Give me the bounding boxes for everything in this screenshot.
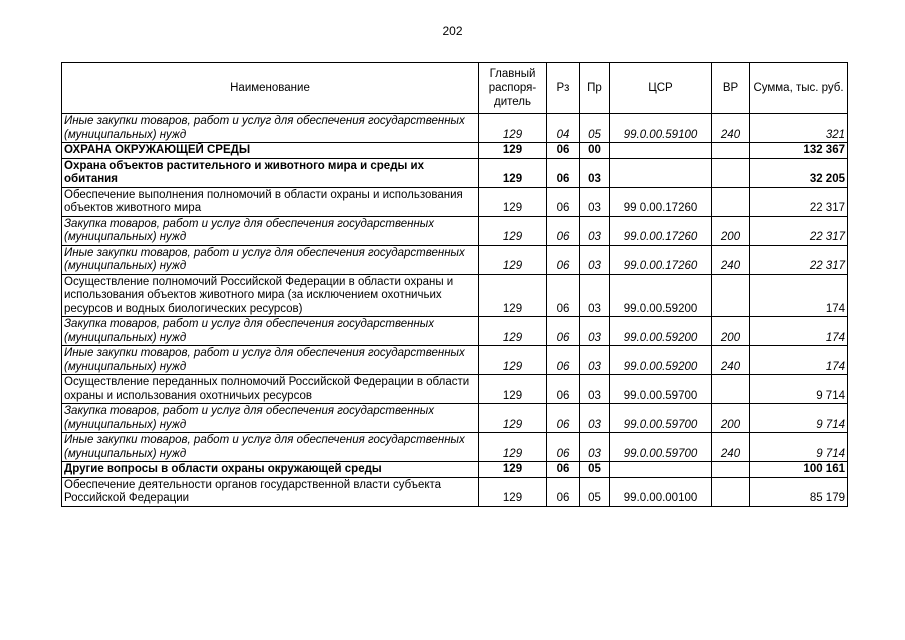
cell-grbs: 129 xyxy=(479,114,547,143)
cell-rz: 06 xyxy=(547,158,580,187)
cell-rz: 06 xyxy=(547,404,580,433)
header-rz: Рз xyxy=(547,63,580,114)
cell-grbs: 129 xyxy=(479,245,547,274)
cell-pr: 03 xyxy=(580,187,610,216)
cell-rz: 06 xyxy=(547,375,580,404)
cell-pr: 03 xyxy=(580,158,610,187)
header-name: Наименование xyxy=(62,63,479,114)
cell-vr: 240 xyxy=(712,346,750,375)
cell-csr xyxy=(610,462,712,478)
cell-rz: 06 xyxy=(547,462,580,478)
cell-vr xyxy=(712,158,750,187)
table-row xyxy=(62,114,848,143)
cell-rz: 06 xyxy=(547,346,580,375)
cell-vr xyxy=(712,375,750,404)
cell-sum: 22 317 xyxy=(750,245,848,274)
cell-pr: 03 xyxy=(580,433,610,462)
cell-csr xyxy=(610,143,712,159)
header-pr: Пр xyxy=(580,63,610,114)
cell-sum: 32 205 xyxy=(750,158,848,187)
cell-grbs: 129 xyxy=(479,274,547,317)
cell-grbs: 129 xyxy=(479,143,547,159)
cell-csr: 99.0.00.17260 xyxy=(610,245,712,274)
cell-csr: 99.0.00.59700 xyxy=(610,375,712,404)
cell-vr: 200 xyxy=(712,404,750,433)
cell-sum: 22 317 xyxy=(750,216,848,245)
cell-name: ОХРАНА ОКРУЖАЮЩЕЙ СРЕДЫ xyxy=(62,143,479,159)
cell-rz: 06 xyxy=(547,433,580,462)
cell-sum: 9 714 xyxy=(750,375,848,404)
cell-sum: 100 161 xyxy=(750,462,848,478)
cell-pr: 05 xyxy=(580,462,610,478)
cell-csr: 99.0.00.59200 xyxy=(610,317,712,346)
cell-csr xyxy=(610,158,712,187)
cell-pr: 03 xyxy=(580,274,610,317)
cell-rz: 06 xyxy=(547,274,580,317)
cell-grbs: 129 xyxy=(479,158,547,187)
cell-csr: 99.0.00.59100 xyxy=(610,114,712,143)
cell-name: Осуществление полномочий Российской Федерации в области охраны и использования объектов животного мира (за исключением охотничьих ресурсов и водных биологических ресурсов) xyxy=(62,274,479,317)
cell-sum: 174 xyxy=(750,317,848,346)
cell-sum: 132 367 xyxy=(750,143,848,159)
cell-rz: 06 xyxy=(547,143,580,159)
cell-name: Обеспечение деятельности органов государственной власти субъекта Российской Федерации xyxy=(62,477,479,506)
table-row xyxy=(62,158,848,187)
cell-name: Другие вопросы в области охраны окружающей среды xyxy=(62,462,479,478)
cell-pr: 03 xyxy=(580,346,610,375)
cell-vr: 240 xyxy=(712,114,750,143)
cell-pr: 00 xyxy=(580,143,610,159)
cell-name: Охрана объектов растительного и животного мира и среды их обитания xyxy=(62,158,479,187)
cell-grbs: 129 xyxy=(479,462,547,478)
cell-vr xyxy=(712,274,750,317)
cell-name: Обеспечение выполнения полномочий в области охраны и использования объектов животного мира xyxy=(62,187,479,216)
cell-grbs: 129 xyxy=(479,375,547,404)
cell-rz: 06 xyxy=(547,245,580,274)
cell-pr: 03 xyxy=(580,404,610,433)
table-row xyxy=(62,187,848,216)
cell-name: Иные закупки товаров, работ и услуг для обеспечения государственных (муниципальных) нужд xyxy=(62,245,479,274)
cell-grbs: 129 xyxy=(479,216,547,245)
cell-pr: 03 xyxy=(580,216,610,245)
table-row xyxy=(62,404,848,433)
cell-grbs: 129 xyxy=(479,433,547,462)
table-row xyxy=(62,143,848,159)
cell-csr: 99.0.00.00100 xyxy=(610,477,712,506)
cell-csr: 99 0.00.17260 xyxy=(610,187,712,216)
cell-grbs: 129 xyxy=(479,477,547,506)
cell-name: Иные закупки товаров, работ и услуг для обеспечения государственных (муниципальных) нужд xyxy=(62,114,479,143)
cell-name: Закупка товаров, работ и услуг для обеспечения государственных (муниципальных) нужд xyxy=(62,216,479,245)
header-grbs: Главный распоря-дитель xyxy=(479,63,547,114)
cell-grbs: 129 xyxy=(479,187,547,216)
cell-grbs: 129 xyxy=(479,317,547,346)
cell-name: Закупка товаров, работ и услуг для обеспечения государственных (муниципальных) нужд xyxy=(62,404,479,433)
cell-sum: 22 317 xyxy=(750,187,848,216)
table-row xyxy=(62,462,848,478)
table-row xyxy=(62,433,848,462)
cell-pr: 05 xyxy=(580,114,610,143)
cell-rz: 04 xyxy=(547,114,580,143)
cell-sum: 321 xyxy=(750,114,848,143)
cell-csr: 99.0.00.59200 xyxy=(610,346,712,375)
header-sum: Сумма, тыс. руб. xyxy=(750,63,848,114)
cell-name: Закупка товаров, работ и услуг для обеспечения государственных (муниципальных) нужд xyxy=(62,317,479,346)
header-vr: ВР xyxy=(712,63,750,114)
table-row xyxy=(62,317,848,346)
cell-rz: 06 xyxy=(547,477,580,506)
table-row xyxy=(62,245,848,274)
table-row xyxy=(62,375,848,404)
table-row xyxy=(62,274,848,317)
budget-table xyxy=(61,62,848,507)
cell-name: Осуществление переданных полномочий Российской Федерации в области охраны и использования охотничьих ресурсов xyxy=(62,375,479,404)
table-body xyxy=(62,114,848,507)
cell-rz: 06 xyxy=(547,216,580,245)
cell-sum: 85 179 xyxy=(750,477,848,506)
cell-vr: 240 xyxy=(712,433,750,462)
cell-sum: 174 xyxy=(750,346,848,375)
cell-grbs: 129 xyxy=(479,346,547,375)
cell-vr: 200 xyxy=(712,317,750,346)
cell-sum: 174 xyxy=(750,274,848,317)
cell-name: Иные закупки товаров, работ и услуг для обеспечения государственных (муниципальных) нужд xyxy=(62,433,479,462)
table-row xyxy=(62,346,848,375)
cell-csr: 99.0.00.59700 xyxy=(610,433,712,462)
cell-vr: 240 xyxy=(712,245,750,274)
cell-grbs: 129 xyxy=(479,404,547,433)
cell-rz: 06 xyxy=(547,317,580,346)
cell-csr: 99.0.00.17260 xyxy=(610,216,712,245)
cell-vr xyxy=(712,462,750,478)
cell-vr xyxy=(712,477,750,506)
cell-sum: 9 714 xyxy=(750,404,848,433)
cell-pr: 03 xyxy=(580,317,610,346)
cell-pr: 03 xyxy=(580,245,610,274)
cell-vr xyxy=(712,143,750,159)
cell-vr xyxy=(712,187,750,216)
header-csr: ЦСР xyxy=(610,63,712,114)
table-row xyxy=(62,216,848,245)
cell-sum: 9 714 xyxy=(750,433,848,462)
cell-name: Иные закупки товаров, работ и услуг для обеспечения государственных (муниципальных) нужд xyxy=(62,346,479,375)
table-header-row xyxy=(62,63,848,114)
table-row xyxy=(62,477,848,506)
cell-pr: 05 xyxy=(580,477,610,506)
cell-pr: 03 xyxy=(580,375,610,404)
cell-csr: 99.0.00.59200 xyxy=(610,274,712,317)
cell-vr: 200 xyxy=(712,216,750,245)
page-number: 202 xyxy=(442,24,463,38)
cell-rz: 06 xyxy=(547,187,580,216)
cell-csr: 99.0.00.59700 xyxy=(610,404,712,433)
